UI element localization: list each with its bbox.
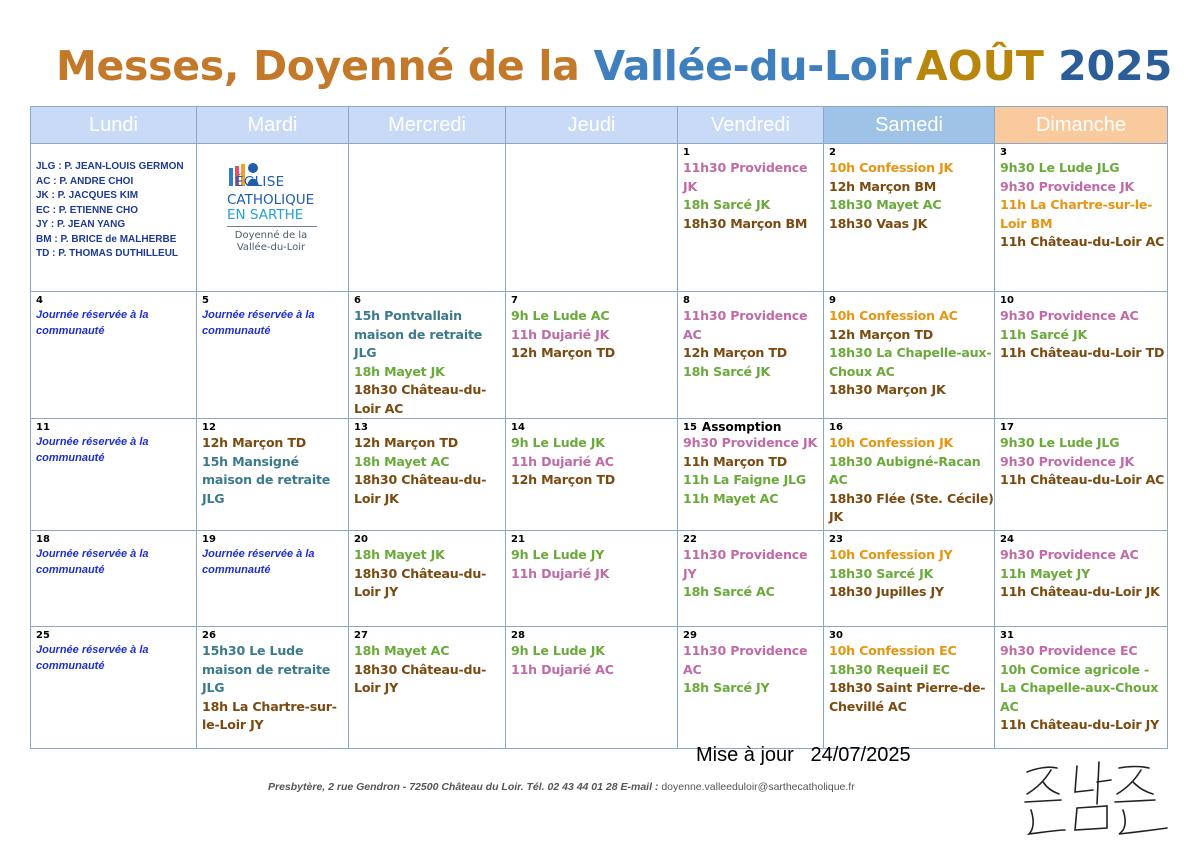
mass-event: 12h Marçon TD [202, 435, 307, 450]
mass-event: 18h30 La Chapelle-aux-Choux AC [829, 345, 992, 379]
day-cell [995, 144, 1168, 292]
day-cell [824, 531, 995, 627]
mass-event: 11h Dujarié AC [511, 661, 614, 677]
legend-item: AC : P. ANDRE CHOI [36, 175, 134, 187]
mass-event: 12h Marçon TD [511, 345, 616, 360]
day-number-row [511, 533, 677, 546]
mass-event: 12h Marçon TD [829, 326, 934, 342]
title-segment: Messes, Doyenné de la [56, 42, 594, 90]
day-cell [31, 531, 197, 627]
week-row [31, 292, 1168, 419]
day-number: 22 [683, 534, 697, 545]
day-number: 6 [354, 295, 361, 306]
mass-event: 18h30 Mayet AC [829, 197, 942, 212]
mass-event: 18h Sarcé JK [683, 363, 771, 379]
day-number-row [829, 421, 994, 434]
day-number-row [36, 533, 196, 546]
day-cell [678, 419, 824, 531]
mass-event: 9h30 Providence AC [1000, 308, 1139, 323]
day-number: 21 [511, 534, 525, 545]
day-number-row [202, 294, 348, 307]
day-number-row [683, 146, 823, 159]
signature [1015, 752, 1175, 837]
week-row [31, 144, 1168, 292]
mass-event: 18h Sarcé JY [683, 680, 770, 695]
day-number: 11 [36, 422, 50, 433]
day-number-row [511, 629, 677, 642]
mass-event: 18h30 Sarcé JK [829, 565, 934, 581]
header-mardi: Mardi [197, 107, 349, 144]
day-cell [349, 144, 506, 292]
day-number-row [202, 421, 348, 434]
mass-event: 9h30 Providence AC [1000, 547, 1139, 562]
mass-event: 18h Mayet AC [354, 643, 450, 658]
day-number-row [829, 146, 994, 159]
calendar-table [30, 106, 1168, 749]
mass-event: 10h Confession EC [829, 643, 957, 658]
day-number-row [1000, 629, 1167, 642]
legend-item: JK : P. JACQUES KIM [36, 190, 139, 201]
day-number-row [354, 294, 505, 307]
mass-event: 18h30 Requeil EC [829, 661, 950, 677]
day-number: 14 [511, 422, 525, 433]
mass-event: 9h30 Providence JK [683, 435, 818, 450]
day-number-row [354, 533, 505, 546]
day-cell [506, 419, 678, 531]
mass-event: 12h Marçon TD [354, 435, 459, 450]
week-row [31, 627, 1168, 749]
footer-email[interactable]: doyenne.valleeduloir@sarthecatholique.fr [661, 781, 855, 793]
day-cell [506, 627, 678, 749]
mass-event: 18h Sarcé AC [683, 584, 775, 599]
mass-event: 11h Mayet JY [1000, 565, 1091, 581]
mass-event: 18h Mayet JK [354, 363, 445, 379]
mass-event: 11h30 Providence JK [683, 160, 808, 194]
day-cell [506, 292, 678, 419]
day-number: 15 [683, 422, 697, 433]
mass-event: 18h30 Jupilles JY [829, 584, 944, 599]
day-cell [678, 292, 824, 419]
legend-list [36, 146, 196, 262]
day-number: 18 [36, 534, 50, 545]
header-jeudi: Jeudi [506, 107, 678, 144]
mass-event: 18h30 Flée (Ste. Cécile) JK [829, 490, 994, 524]
mass-event: 18h La Chartre-sur-le-Loir JY [202, 698, 337, 732]
reserved-note: Journée réservée à la communauté [36, 644, 149, 672]
day-cell [824, 292, 995, 419]
mass-event: 10h Comice agricole - La Chapelle-aux-Choux AC [1000, 661, 1159, 714]
mass-event: 11h Dujarié JK [511, 326, 610, 342]
logo-line2: CATHOLIQUE [227, 192, 315, 208]
logo-divider [227, 226, 317, 227]
mass-event: 15h30 Le Lude maison de retraite JLG [202, 643, 331, 695]
day-number-row [36, 294, 196, 307]
mass-event: 10h Confession JK [829, 435, 954, 450]
mass-event: 11h Château-du-Loir JK [1000, 584, 1160, 599]
day-number-row [202, 629, 348, 642]
day-cell [197, 531, 349, 627]
day-cell [31, 627, 197, 749]
mass-event: 11h Marçon TD [683, 453, 788, 469]
reserved-note: Journée réservée à la communauté [36, 309, 149, 337]
mass-event: 11h Château-du-Loir AC [1000, 472, 1165, 487]
day-number: 24 [1000, 534, 1014, 545]
diocese-logo-cell [197, 144, 349, 292]
day-cell [197, 627, 349, 749]
weekday-header-row [31, 107, 1168, 144]
mass-event: 9h30 Le Lude JLG [1000, 160, 1120, 175]
header-vendredi: Vendredi [678, 107, 824, 144]
month-segment: AOÛT [916, 42, 1059, 90]
mass-event: 11h30 Providence AC [683, 643, 808, 677]
day-number: 7 [511, 295, 518, 306]
mass-event: 11h30 Providence JY [683, 547, 808, 581]
month-title [916, 40, 1172, 92]
day-number-row [1000, 146, 1167, 159]
day-number-row [511, 421, 677, 434]
day-number: 25 [36, 630, 50, 641]
mass-event: 11h Château-du-Loir TD [1000, 345, 1165, 360]
mass-event: 10h Confession JK [829, 160, 954, 175]
mass-event: 11h Dujarié AC [511, 453, 614, 469]
mass-event: 18h30 Vaas JK [829, 215, 928, 231]
day-number: 27 [354, 630, 368, 641]
day-cell [506, 144, 678, 292]
day-number-row [683, 629, 823, 642]
day-number-row [1000, 533, 1167, 546]
mass-event: 9h30 Le Lude JLG [1000, 435, 1120, 450]
day-cell [995, 292, 1168, 419]
day-cell [197, 419, 349, 531]
mass-event: 18h30 Aubigné-Racan AC [829, 453, 981, 487]
legend-item: EC : P. ETIENNE CHO [36, 204, 139, 216]
day-number-row [683, 533, 823, 546]
day-number: 3 [1000, 147, 1007, 158]
day-number-row [36, 421, 196, 434]
mass-event: 9h30 Providence EC [1000, 643, 1138, 658]
logo-subtitle: Doyenné de la Vallée-du-Loir [234, 230, 308, 253]
reserved-note: Journée réservée à la communauté [202, 548, 315, 576]
day-cell [678, 627, 824, 749]
day-number-row [354, 421, 505, 434]
header-mercredi: Mercredi [349, 107, 506, 144]
day-cell [824, 627, 995, 749]
mass-event: 18h Mayet AC [354, 453, 450, 469]
legend-item: BM : P. BRICE de MALHERBE [36, 233, 177, 245]
mass-event: 18h30 Château-du-Loir JY [354, 661, 487, 695]
day-number-row [829, 629, 994, 642]
mass-event: 12h Marçon BM [829, 178, 937, 194]
day-cell [349, 627, 506, 749]
day-number-row [1000, 421, 1167, 434]
day-cell [824, 419, 995, 531]
day-cell [678, 531, 824, 627]
day-number: 8 [683, 295, 690, 306]
day-cell [31, 292, 197, 419]
mass-event: 9h Le Lude JY [511, 547, 605, 562]
day-number: 20 [354, 534, 368, 545]
day-number-row [36, 629, 196, 642]
holiday-label: Assomption [701, 420, 782, 434]
day-number: 30 [829, 630, 843, 641]
mass-event: 15h Pontvallain maison de retraite JLG [354, 308, 483, 360]
day-number: 28 [511, 630, 525, 641]
mass-event: 12h Marçon TD [511, 472, 616, 487]
day-number: 5 [202, 295, 209, 306]
legend-item: JY : P. JEAN YANG [36, 219, 126, 230]
mass-event: 10h Confession AC [829, 308, 958, 323]
day-number: 17 [1000, 422, 1014, 433]
day-number: 10 [1000, 295, 1014, 306]
legend-item: JLG : P. JEAN-LOUIS GERMON [36, 161, 184, 172]
mass-event: 18h30 Château-du-Loir JY [354, 565, 487, 599]
mass-event: 11h La Chartre-sur-le-Loir BM [1000, 197, 1153, 231]
day-number: 19 [202, 534, 216, 545]
week-row [31, 531, 1168, 627]
mass-event: 18h30 Saint Pierre-de-Chevillé AC [829, 680, 986, 714]
mass-event: 15h Mansigné maison de retraite JLG [202, 453, 331, 506]
day-number: 2 [829, 147, 836, 158]
mass-event: 11h Mayet AC [683, 490, 779, 506]
day-number: 13 [354, 422, 368, 433]
day-number-row [683, 421, 823, 434]
mass-event: 9h30 Providence JK [1000, 453, 1135, 469]
mass-event: 11h Château-du-Loir JY [1000, 717, 1160, 732]
day-cell [349, 292, 506, 419]
title-segment: Vallée-du-Loir [593, 42, 912, 90]
legend-item: TD : P. THOMAS DUTHILLEUL [36, 248, 179, 259]
mass-event: 18h Mayet JK [354, 547, 445, 562]
month-segment: 2025 [1058, 42, 1173, 90]
mass-event: 18h30 Marçon BM [683, 215, 808, 231]
day-number: 4 [36, 295, 43, 306]
day-number: 12 [202, 422, 216, 433]
mass-event: 9h Le Lude AC [511, 308, 610, 323]
day-number: 26 [202, 630, 216, 641]
day-number-row [683, 294, 823, 307]
header-dimanche: Dimanche [995, 107, 1168, 144]
mass-event: 11h La Faigne JLG [683, 472, 807, 487]
day-number-row [354, 629, 505, 642]
mass-event: 10h Confession JY [829, 547, 953, 562]
logo-line3: EN SARTHE [227, 207, 304, 223]
day-cell [995, 419, 1168, 531]
day-cell [31, 419, 197, 531]
mass-event: 11h Dujarié JK [511, 565, 610, 581]
reserved-note: Journée réservée à la communauté [36, 436, 149, 464]
day-number: 31 [1000, 630, 1014, 641]
day-number-row [829, 294, 994, 307]
day-number: 16 [829, 422, 843, 433]
page-title [56, 40, 911, 92]
mass-event: 9h Le Lude JK [511, 643, 605, 658]
reserved-note: Journée réservée à la communauté [36, 548, 149, 576]
mass-event: 9h30 Providence JK [1000, 178, 1135, 194]
mass-event: 18h Sarcé JK [683, 197, 771, 212]
day-cell [197, 292, 349, 419]
footer-address: Presbytère, 2 rue Gendron - 72500 Château du Loir. Tél. 02 43 44 01 28 E-mail : [268, 781, 662, 793]
mass-event: 11h30 Providence AC [683, 308, 808, 342]
day-cell [824, 144, 995, 292]
mass-event: 18h30 Château-du-Loir AC [354, 382, 487, 416]
mass-event: 18h30 Château-du-Loir JK [354, 472, 487, 506]
diocese-logo [197, 144, 337, 284]
header-samedi: Samedi [824, 107, 995, 144]
reserved-note: Journée réservée à la communauté [202, 309, 315, 337]
week-row [31, 419, 1168, 531]
day-cell [349, 531, 506, 627]
header-lundi: Lundi [31, 107, 197, 144]
day-number-row [202, 533, 348, 546]
day-cell [995, 531, 1168, 627]
day-cell [349, 419, 506, 531]
mass-event: 11h Sarcé JK [1000, 326, 1088, 342]
day-number-row [511, 294, 677, 307]
day-number: 29 [683, 630, 697, 641]
priest-legend [31, 144, 197, 292]
footer [268, 781, 855, 793]
mass-event: 9h Le Lude JK [511, 435, 605, 450]
day-number-row [1000, 294, 1167, 307]
day-number: 23 [829, 534, 843, 545]
day-cell [678, 144, 824, 292]
day-cell [506, 531, 678, 627]
day-number: 1 [683, 147, 690, 158]
day-number-row [829, 533, 994, 546]
logo-line1: ÉGLISE [235, 174, 285, 190]
mass-event: 18h30 Marçon JK [829, 382, 946, 397]
update-date: Mise à jour 24/07/2025 [696, 744, 911, 766]
day-cell [995, 627, 1168, 749]
mass-event: 11h Château-du-Loir AC [1000, 234, 1165, 249]
day-number: 9 [829, 295, 836, 306]
mass-event: 12h Marçon TD [683, 345, 788, 360]
